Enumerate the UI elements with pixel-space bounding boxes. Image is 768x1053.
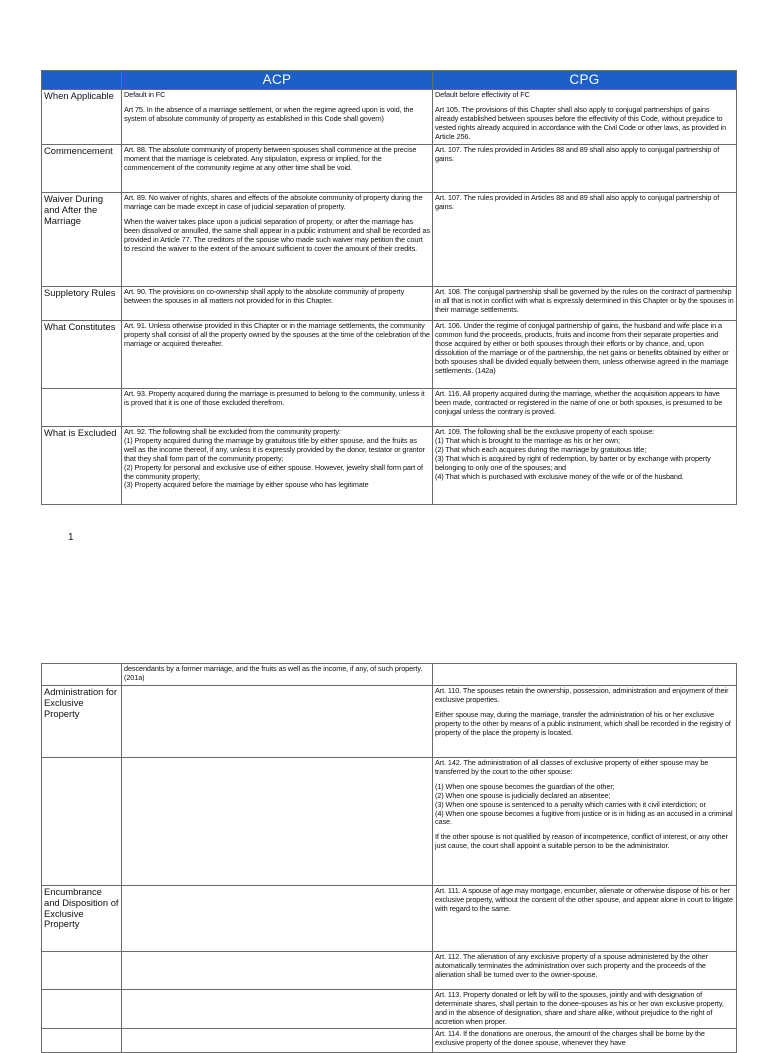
acp-paragraph: Art. 88. The absolute community of property between spouses shall commence at the precise moment that the marriage is celebrated. Any stipulation, express or implied, for the commencement of the community regime at any other time shall be void.	[124, 145, 417, 172]
acp-cell	[122, 321, 433, 389]
acp-paragraph: Art 75. In the absence of a marriage settlement, or when the regime agreed upon is void, the system of absolute community of property as established in this Code shall govern)	[124, 104, 414, 123]
cpg-paragraph: Art. 113. Property donated or left by will to the spouses, jointly and with designation of determinate shares, shall pertain to the donee-spouses as his or her own exclusive property, and in the absence of designation, share and share alike, without prejudice to the right of accretion when proper.	[435, 990, 724, 1026]
table-row	[42, 389, 737, 427]
acp-paragraph: descendants by a former marriage, and the fruits as well as the income, if any, of such property. (201a)	[124, 664, 423, 682]
cpg-cell	[433, 321, 737, 389]
acp-paragraph: Art. 93. Property acquired during the marriage is presumed to belong to the community, unless it is proved that it is one of those excluded therefrom.	[124, 389, 425, 407]
cpg-cell	[433, 886, 737, 952]
cpg-paragraph: Art. 114. If the donations are onerous, the amount of the charges shall be borne by the exclusive property of the donee spouse, whenever they have	[435, 1028, 705, 1047]
acp-cell	[122, 664, 433, 686]
acp-cell	[122, 990, 433, 1029]
table-row	[42, 145, 737, 193]
acp-paragraph: Art. 91. Unless otherwise provided in this Chapter or in the marriage settlements, the community property shall consist of all the property owned by the spouses at the time of the celebration of the marriage or acquired thereafter.	[124, 321, 430, 348]
acp-cell	[122, 886, 433, 952]
row-label: What is Excluded	[42, 427, 122, 505]
row-label: What Constitutes	[42, 321, 122, 389]
cpg-paragraph: Art. 116. All property acquired during the marriage, whether the acquisition appears to have been made, contracted or registered in the name of one or both spouses, is presumed to be conjugal unless the contrary is proved.	[435, 389, 723, 416]
cpg-paragraph: Art. 142. The administration of all classes of exclusive property of either spouse may be transferred by the court to the other spouse:	[435, 758, 709, 776]
table-row	[42, 952, 737, 990]
cpg-cell	[433, 90, 737, 145]
table-row	[42, 193, 737, 287]
acp-cell	[122, 389, 433, 427]
cpg-paragraph: Art. 108. The conjugal partnership shall be governed by the rules on the contract of partnership in all that is not in conflict with what is expressly determined in this Chapter or by the spouses in their marriage settlements.	[435, 287, 734, 314]
comparison-table-page-1	[41, 70, 737, 505]
acp-paragraph: Art. 90. The provisions on co-ownership shall apply to the absolute community of property between the spouses in all matters not provided for in this Chapter.	[124, 287, 405, 305]
row-label: Commencement	[42, 145, 122, 193]
acp-cell	[122, 1028, 433, 1052]
cpg-paragraph: Art. 109. The following shall be the exclusive property of each spouse: (1) That which is brought to the marriage as his or her own; (2) That which each acquires during the marriage by gratuitous title; (3) That which is acquired by right of redemption, by barter or by exchange with property belonging to only one of the spouses; and (4) That which is purchased with exclusive money of the wife or of the husband.	[435, 427, 711, 481]
header-blank-cell	[42, 71, 122, 90]
cpg-paragraph: Art 105. The provisions of this Chapter shall also apply to conjugal partnerships of gains already established between spouses before the effectivity of this Code, without prejudice to vested rights already acquired in accordance with the Civil Code or other laws, as provided in Article 256.	[435, 104, 727, 141]
row-label: Administration for Exclusive Property	[42, 686, 122, 758]
cpg-paragraph: Art. 107. The rules provided in Articles 88 and 89 shall also apply to conjugal partnership of gains.	[435, 145, 720, 163]
comparison-table-page-2	[41, 663, 737, 1053]
page-number: 1	[68, 532, 74, 543]
acp-cell	[122, 427, 433, 505]
row-label	[42, 952, 122, 990]
cpg-cell	[433, 664, 737, 686]
header-cpg: CPG	[433, 71, 737, 90]
cpg-paragraph: Art. 111. A spouse of age may mortgage, encumber, alienate or otherwise dispose of his or her exclusive property, without the consent of the other spouse, and appear alone in court to litigate with regard to the same.	[435, 886, 733, 913]
acp-paragraph: When the waiver takes place upon a judicial separation of property, or after the marriage has been dissolved or annulled, the same shall appear in a public instrument and shall be recorded as provided in Article 77. The creditors of the spouse who made such waiver may petition the court to rescind the waiver to the extent of the amount sufficient to cover the amount of their credits.	[124, 216, 430, 253]
cpg-paragraph: Either spouse may, during the marriage, transfer the administration of his or her exclusive property to the other by means of a public instrument, which shall be recorded in the registry of property of the place the property is located.	[435, 709, 731, 737]
acp-cell	[122, 287, 433, 321]
cpg-paragraph: Art. 106. Under the regime of conjugal partnership of gains, the husband and wife place in a common fund the proceeds, products, fruits and income from their separate properties and those acquired by either or both spouses through their efforts or by chance, and, upon dissolution of the marriage or of the partnership, the net gains or benefits obtained by either or both spouses shall be divided equally between them, unless otherwise agreed in the marriage settlements. (142a)	[435, 321, 729, 375]
cpg-paragraph: Art. 112. The alienation of any exclusive property of a spouse administered by the other automatically terminates the administration over such property and the proceeds of the alienation shall be turned over to the owner-spouse.	[435, 952, 708, 979]
cpg-cell	[433, 990, 737, 1029]
acp-paragraph: Art. 92. The following shall be excluded from the community property: (1) Property acquired during the marriage by gratuitous title by either spouse, and the fruits as well as the income thereof, if any, unless it is expressly provided by the donor, testator or grantor that they shall form part of the community property; (2) Property for personal and exclusive use of either spouse. However, jewelry shall form part of the community property; (3) Property acquired before the marriage by either spouse who has legitimate	[124, 427, 425, 490]
cpg-paragraph: (1) When one spouse becomes the guardian of the other; (2) When one spouse is judicially declared an absentee; (3) When one spouse is sentenced to a penalty which carries with it civil interdiction; or (4) When one spouse becomes a fugitive from justice or is in hiding as an accused in a criminal case.	[435, 781, 733, 827]
cpg-cell	[433, 1028, 737, 1052]
table-row	[42, 664, 737, 686]
row-label: Encumbrance and Disposition of Exclusive Property	[42, 886, 122, 952]
cpg-paragraph: If the other spouse is not qualified by reason of incompetence, conflict of interest, or any other just cause, the court shall appoint a suitable person to be the administrator.	[435, 832, 728, 851]
row-label	[42, 389, 122, 427]
acp-cell	[122, 758, 433, 886]
cpg-cell	[433, 287, 737, 321]
row-label	[42, 1028, 122, 1052]
acp-cell	[122, 952, 433, 990]
table-row	[42, 886, 737, 952]
row-label: When Applicable	[42, 90, 122, 145]
row-label: Suppletory Rules	[42, 287, 122, 321]
cpg-paragraph: Art. 107. The rules provided in Articles 88 and 89 shall also apply to conjugal partnership of gains.	[435, 193, 720, 211]
cpg-cell	[433, 145, 737, 193]
acp-cell	[122, 193, 433, 287]
row-label: Waiver During and After the Marriage	[42, 193, 122, 287]
cpg-cell	[433, 389, 737, 427]
cpg-cell	[433, 193, 737, 287]
table-row	[42, 427, 737, 505]
table-row	[42, 990, 737, 1029]
cpg-cell	[433, 686, 737, 758]
table-row	[42, 321, 737, 389]
table-row	[42, 287, 737, 321]
row-label	[42, 758, 122, 886]
acp-paragraph: Default in FC	[124, 90, 166, 99]
acp-cell	[122, 145, 433, 193]
cpg-paragraph: Art. 110. The spouses retain the ownership, possession, administration and enjoyment of their exclusive properties.	[435, 686, 729, 704]
table-header-row	[42, 71, 737, 90]
acp-cell	[122, 686, 433, 758]
cpg-cell	[433, 427, 737, 505]
row-label	[42, 990, 122, 1029]
table-row	[42, 1028, 737, 1052]
table-row	[42, 90, 737, 145]
acp-cell	[122, 90, 433, 145]
table-row	[42, 758, 737, 886]
cpg-paragraph: Default before effectivity of FC	[435, 90, 530, 99]
header-acp: ACP	[122, 71, 433, 90]
table-row	[42, 686, 737, 758]
cpg-cell	[433, 758, 737, 886]
cpg-cell	[433, 952, 737, 990]
acp-paragraph: Art. 89. No waiver of rights, shares and effects of the absolute community of property during the marriage can be made except in case of judicial separation of property.	[124, 193, 423, 211]
row-label	[42, 664, 122, 686]
